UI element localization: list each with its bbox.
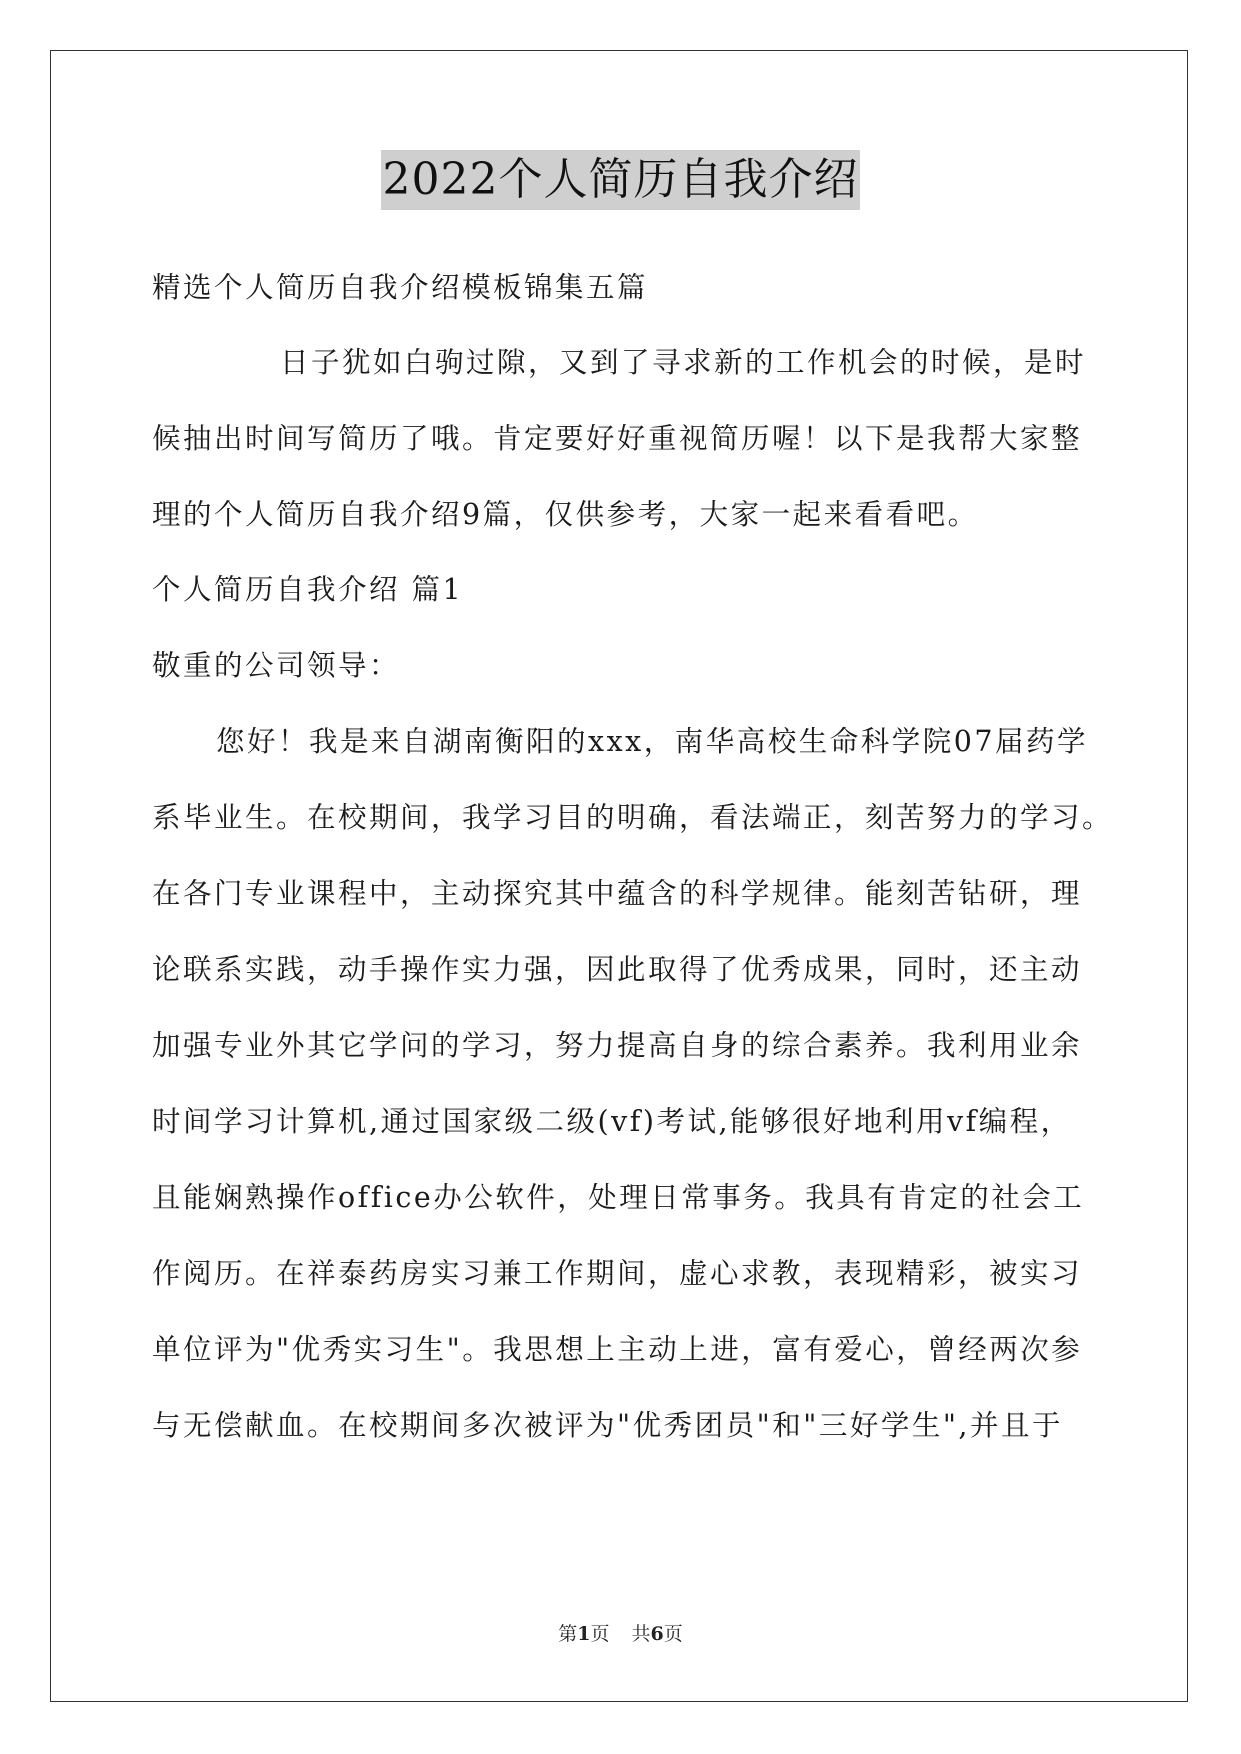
body-line-3: 在各门专业课程中，主动探究其中蕴含的科学规律。能刻苦钻研，理	[152, 877, 1083, 910]
page-suffix: 页	[590, 1623, 610, 1645]
total-suffix: 页	[663, 1623, 683, 1645]
intro-paragraph-line-1: 日子犹如白驹过隙，又到了寻求新的工作机会的时候，是时	[280, 346, 1087, 379]
page-number: 1	[577, 1623, 591, 1645]
title-container	[0, 150, 1241, 210]
body-line-2: 系毕业生。在校期间，我学习目的明确，看法端正，刻苦努力的学习。	[152, 801, 1114, 834]
document-title: 2022个人简历自我介绍	[381, 150, 861, 210]
body-line-1: 您好！我是来自湖南衡阳的xxx，南华高校生命科学院07届药学	[216, 725, 1088, 758]
body-line-7: 且能娴熟操作office办公软件，处理日常事务。我具有肯定的社会工	[152, 1181, 1085, 1214]
intro-paragraph-line-3: 理的个人简历自我介绍9篇，仅供参考，大家一起来看看吧。	[152, 498, 979, 531]
total-prefix: 共	[631, 1623, 651, 1645]
salutation: 敬重的公司领导：	[152, 649, 401, 682]
page-prefix: 第	[558, 1623, 578, 1645]
body-line-10: 与无偿献血。在校期间多次被评为"优秀团员"和"三好学生",并且于	[152, 1409, 1063, 1442]
document-subtitle: 精选个人简历自我介绍模板锦集五篇	[152, 271, 649, 304]
body-line-9: 单位评为"优秀实习生"。我思想上主动上进，富有爱心，曾经两次参	[152, 1333, 1083, 1366]
body-line-5: 加强专业外其它学问的学习，努力提高自身的综合素养。我利用业余	[152, 1029, 1083, 1062]
page-footer	[0, 1622, 1241, 1646]
body-line-4: 论联系实践，动手操作实力强，因此取得了优秀成果，同时，还主动	[152, 953, 1083, 986]
total-pages: 6	[650, 1623, 664, 1645]
section-heading: 个人简历自我介绍 篇1	[152, 573, 464, 606]
body-line-6: 时间学习计算机,通过国家级二级(vf)考试,能够很好地利用vf编程，	[152, 1105, 1072, 1138]
body-line-8: 作阅历。在祥泰药房实习兼工作期间，虚心求教，表现精彩，被实习	[152, 1257, 1083, 1290]
intro-paragraph-line-2: 候抽出时间写简历了哦。肯定要好好重视简历喔！以下是我帮大家整	[152, 422, 1083, 455]
